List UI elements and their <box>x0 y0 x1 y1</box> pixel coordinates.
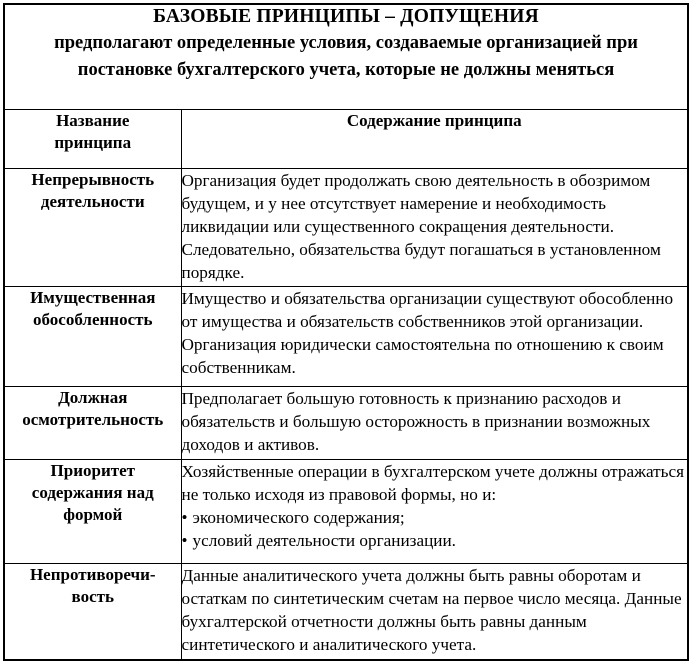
principle-name-cell <box>4 286 181 386</box>
principle-content-text: Организация будет продолжать свою деятельность в обозримом будущем, и у нее отсутствует намерение и необходимость ликвидации или существенного сокращения деятельности. Следовательно, обязательства будут погашаться в установленном порядке. <box>181 170 661 282</box>
principle-name-line2: деятельности <box>40 191 145 211</box>
principle-name-line1: Непрерывность <box>31 169 155 189</box>
table-row <box>4 459 688 563</box>
principle-name-line1: Непротиворечи- <box>29 564 156 584</box>
list-item-text: экономического содержания; <box>192 507 405 527</box>
document-title-cell <box>4 4 688 109</box>
column-header-name <box>4 109 181 168</box>
principle-name-line1: Приоритет <box>50 460 135 480</box>
principle-content-text: Имущество и обязательства организации существуют обособленно от имущества и обязательств собственников этой организации. Организация юридически самостоятельна по отношению к своим собственникам. <box>181 288 674 377</box>
table-row <box>4 168 688 286</box>
principle-name-cell <box>4 563 181 660</box>
bullet-icon: • <box>181 507 188 527</box>
list-item <box>182 529 688 552</box>
document-title-sub-line2: постановке бухгалтерского учета, которые не должны меняться <box>77 60 615 81</box>
column-header-name-line2: принципа <box>54 132 132 152</box>
principle-content-cell <box>181 168 688 286</box>
principle-content-text: Данные аналитического учета должны быть равны оборотам и остаткам по синтетическим счетам на первое число месяца. Данные бухгалтерской отчетности должны быть равны данным синтетического и аналитического учета. <box>181 565 682 654</box>
table-row <box>4 386 688 459</box>
principle-name-line3: формой <box>63 505 123 525</box>
principle-content-cell <box>181 563 688 660</box>
table-title-row <box>4 4 688 109</box>
principle-name-cell <box>4 386 181 459</box>
list-item <box>182 506 688 529</box>
principle-name-line1: Должная <box>58 387 128 407</box>
table-row <box>4 563 688 660</box>
principle-bullet-list <box>182 506 688 552</box>
principle-name-line2: содержания над <box>31 482 154 502</box>
principle-name-line2: вость <box>71 586 114 606</box>
principle-name-line2: обособленность <box>33 309 153 329</box>
principles-table <box>3 3 689 661</box>
list-item-text: условий деятельности организации. <box>192 530 456 550</box>
table-row <box>4 286 688 386</box>
bullet-icon: • <box>181 530 188 550</box>
principle-name-cell <box>4 459 181 563</box>
principle-content-text: Хозяйственные операции в бухгалтерском учете должны отражаться не только исходя из правовой формы, но и: <box>181 461 685 504</box>
principle-name-cell <box>4 168 181 286</box>
principle-content-cell <box>181 386 688 459</box>
document-title-sub-line1: предполагают определенные условия, создаваемые организацией при <box>54 33 638 53</box>
column-header-content <box>181 109 688 168</box>
table-header-row <box>4 109 688 168</box>
document-title-main: БАЗОВЫЕ ПРИНЦИПЫ – ДОПУЩЕНИЯ <box>153 6 539 27</box>
principle-content-text: Предполагает большую готовность к признанию расходов и обязательств и большую осторожность в признании возможных доходов и активов. <box>181 388 651 454</box>
principle-content-cell <box>181 286 688 386</box>
principle-content-cell <box>181 459 688 563</box>
principle-name-line1: Имущественная <box>30 287 156 307</box>
column-header-name-line1: Название <box>56 110 130 130</box>
principle-name-line2: осмотрительность <box>22 409 164 429</box>
column-header-content-label: Содержание принципа <box>346 110 522 130</box>
